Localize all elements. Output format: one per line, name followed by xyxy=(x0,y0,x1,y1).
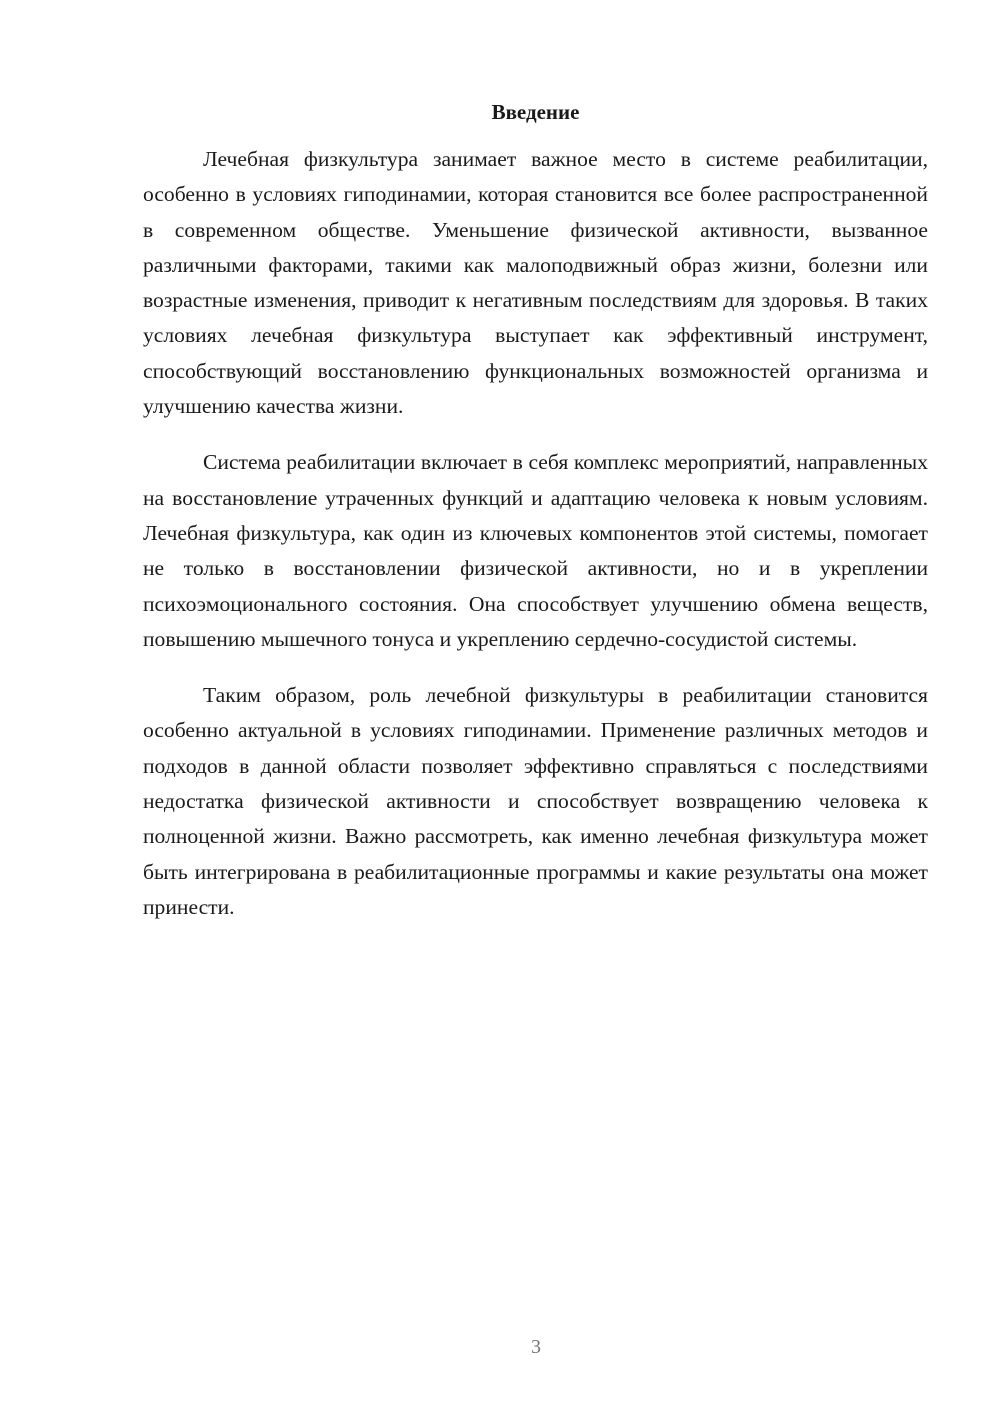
paragraph-2: Система реабилитации включает в себя комплекс мероприятий, направленных на восстановление утраченных функций и адаптацию человека к новым условиям. Лечебная физкультура, как один из ключевых компонентов этой системы, помогает не только в восстановлении физической активности, но и в укреплении психоэмоционального состояния. Она способствует улучшению обмена веществ, повышению мышечного тонуса и укреплению сердечно-сосудистой системы. xyxy=(143,450,928,651)
paragraph-3: Таким образом, роль лечебной физкультуры в реабилитации становится особенно актуальной в условиях гиподинамии. Применение различных методов и подходов в данной области позволяет эффективно справляться с последствиями недостатка физической активности и способствует возвращению человека к полноценной жизни. Важно рассмотреть, как именно лечебная физкультура может быть интегрирована в реабилитационные программы и какие результаты она может принести. xyxy=(143,683,928,919)
section-title: Введение xyxy=(491,100,580,124)
page-number: 3 xyxy=(531,1336,541,1358)
body-text xyxy=(143,142,928,946)
paragraph-1: Лечебная физкультура занимает важное место в системе реабилитации, особенно в условиях гиподинамии, которая становится все более распространенной в современном обществе. Уменьшение физической активности, вызванное различными факторами, такими как малоподвижный образ жизни, болезни или возрастные изменения, приводит к негативным последствиям для здоровья. В таких условиях лечебная физкультура выступает как эффективный инструмент, способствующий восстановлению функциональных возможностей организма и улучшению качества жизни. xyxy=(143,147,928,419)
